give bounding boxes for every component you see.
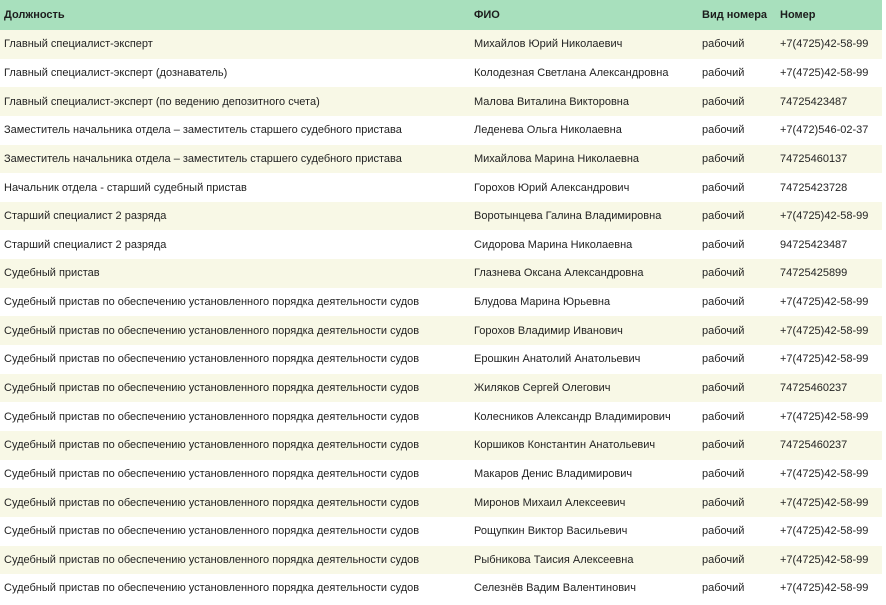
cell-number: +7(4725)42-58-99: [780, 353, 869, 366]
cell-position: Судебный пристав по обеспечению установленного порядка деятельности судов: [4, 439, 420, 452]
cell-phone-type: рабочий: [702, 267, 745, 280]
header-row: [0, 0, 882, 30]
cell-phone-type: рабочий: [702, 296, 745, 309]
cell-name: Михайлов Юрий Николаевич: [474, 38, 623, 51]
table-row: [0, 431, 882, 460]
cell-name: Горохов Владимир Иванович: [474, 324, 623, 337]
cell-phone-type: рабочий: [702, 324, 745, 337]
header-name[interactable]: ФИО: [474, 9, 500, 21]
cell-position: Судебный пристав по обеспечению установленного порядка деятельности судов: [4, 410, 420, 423]
cell-name: Воротынцева Галина Владимировна: [474, 210, 662, 223]
table-header: [0, 0, 882, 30]
cell-name: Леденева Ольга Николаевна: [474, 124, 622, 137]
cell-name: Рощупкин Виктор Васильевич: [474, 525, 628, 538]
cell-position: Главный специалист-эксперт: [4, 38, 153, 51]
cell-number: 74725460237: [780, 382, 848, 394]
table-row: [0, 288, 882, 317]
cell-position: Заместитель начальника отдела – заместитель старшего судебного пристава: [4, 124, 402, 137]
cell-position: Заместитель начальника отдела – заместитель старшего судебного пристава: [4, 152, 402, 165]
table-row: [0, 87, 882, 116]
table-row: [0, 402, 882, 431]
cell-position: Старший специалист 2 разряда: [4, 238, 167, 251]
cell-position: Судебный пристав по обеспечению установленного порядка деятельности судов: [4, 582, 420, 595]
table-row: [0, 345, 882, 374]
table-row: [0, 460, 882, 489]
cell-position: Главный специалист-эксперт (по ведению депозитного счета): [4, 95, 320, 108]
cell-number: +7(472)546-02-37: [780, 124, 869, 137]
cell-name: Миронов Михаил Алексеевич: [474, 496, 626, 509]
cell-position: Судебный пристав: [4, 267, 100, 280]
cell-phone-type: рабочий: [702, 181, 745, 194]
table-row: [0, 202, 882, 231]
cell-number: 74725460237: [780, 439, 848, 452]
table-row: [0, 259, 882, 288]
cell-phone-type: рабочий: [702, 439, 745, 452]
cell-position: Судебный пристав по обеспечению установленного порядка деятельности судов: [4, 525, 420, 538]
cell-number: +7(4725)42-58-99: [780, 324, 869, 337]
table-row: [0, 488, 882, 517]
cell-number: +7(4725)42-58-99: [780, 210, 869, 223]
cell-name: Колодезная Светлана Александровна: [474, 66, 669, 79]
cell-name: Глазнева Оксана Александровна: [474, 267, 644, 280]
table-row: [0, 59, 882, 88]
cell-name: Селезнёв Вадим Валентинович: [474, 582, 636, 595]
cell-number: 74725460137: [780, 152, 848, 165]
cell-name: Макаров Денис Владимирович: [474, 467, 633, 480]
cell-number: 74725425899: [780, 267, 848, 280]
cell-phone-type: рабочий: [702, 496, 745, 509]
cell-name: Малова Виталина Викторовна: [474, 95, 630, 108]
cell-position: Судебный пристав по обеспечению установленного порядка деятельности судов: [4, 467, 420, 480]
header-phone-type[interactable]: Вид номера: [702, 9, 768, 21]
cell-phone-type: рабочий: [702, 553, 745, 566]
table-row: [0, 546, 882, 575]
cell-number: +7(4725)42-58-99: [780, 410, 869, 423]
cell-position: Главный специалист-эксперт (дознаватель): [4, 66, 228, 79]
cell-number: 74725423487: [780, 95, 848, 108]
cell-phone-type: рабочий: [702, 124, 745, 137]
cell-number: +7(4725)42-58-99: [780, 467, 869, 480]
cell-number: +7(4725)42-58-99: [780, 496, 869, 509]
cell-position: Судебный пристав по обеспечению установленного порядка деятельности судов: [4, 553, 420, 566]
cell-phone-type: рабочий: [702, 525, 745, 538]
cell-position: Старший специалист 2 разряда: [4, 210, 167, 223]
cell-position: Судебный пристав по обеспечению установленного порядка деятельности судов: [4, 382, 420, 394]
cell-name: Рыбникова Таисия Алексеевна: [474, 553, 634, 566]
cell-phone-type: рабочий: [702, 152, 745, 165]
cell-name: Михайлова Марина Николаевна: [474, 152, 640, 165]
cell-number: +7(4725)42-58-99: [780, 296, 869, 309]
cell-name: Сидорова Марина Николаевна: [474, 238, 633, 251]
cell-number: 94725423487: [780, 238, 848, 251]
table-row: [0, 30, 882, 59]
table-row: [0, 173, 882, 202]
cell-phone-type: рабочий: [702, 467, 745, 480]
cell-position: Судебный пристав по обеспечению установленного порядка деятельности судов: [4, 496, 420, 509]
cell-phone-type: рабочий: [702, 410, 745, 423]
cell-phone-type: рабочий: [702, 353, 745, 366]
cell-name: Горохов Юрий Александрович: [474, 181, 630, 194]
cell-number: +7(4725)42-58-99: [780, 525, 869, 538]
cell-position: Начальник отдела - старший судебный пристав: [4, 181, 247, 194]
table-body: [0, 30, 882, 603]
cell-phone-type: рабочий: [702, 382, 745, 394]
table-row: [0, 374, 882, 403]
cell-phone-type: рабочий: [702, 238, 745, 251]
cell-number: +7(4725)42-58-99: [780, 66, 869, 79]
table-row: [0, 116, 882, 145]
cell-number: +7(4725)42-58-99: [780, 38, 869, 51]
table-row: [0, 145, 882, 174]
cell-position: Судебный пристав по обеспечению установленного порядка деятельности судов: [4, 324, 420, 337]
cell-name: Коршиков Константин Анатольевич: [474, 439, 656, 452]
table-row: [0, 230, 882, 259]
cell-name: Колесников Александр Владимирович: [474, 410, 671, 423]
cell-phone-type: рабочий: [702, 38, 745, 51]
cell-phone-type: рабочий: [702, 210, 745, 223]
table-row: [0, 517, 882, 546]
cell-number: 74725423728: [780, 181, 848, 194]
table-row: [0, 316, 882, 345]
cell-name: Блудова Марина Юрьевна: [474, 296, 611, 309]
table-row: [0, 574, 882, 603]
cell-number: +7(4725)42-58-99: [780, 553, 869, 566]
cell-phone-type: рабочий: [702, 95, 745, 108]
cell-name: Ерошкин Анатолий Анатольевич: [474, 353, 641, 366]
cell-number: +7(4725)42-58-99: [780, 582, 869, 595]
cell-position: Судебный пристав по обеспечению установленного порядка деятельности судов: [4, 296, 420, 309]
cell-phone-type: рабочий: [702, 582, 745, 595]
header-number[interactable]: Номер: [780, 9, 816, 21]
header-position[interactable]: Должность: [4, 9, 65, 21]
cell-phone-type: рабочий: [702, 66, 745, 79]
cell-position: Судебный пристав по обеспечению установленного порядка деятельности судов: [4, 353, 420, 366]
cell-name: Жиляков Сергей Олегович: [474, 382, 611, 394]
